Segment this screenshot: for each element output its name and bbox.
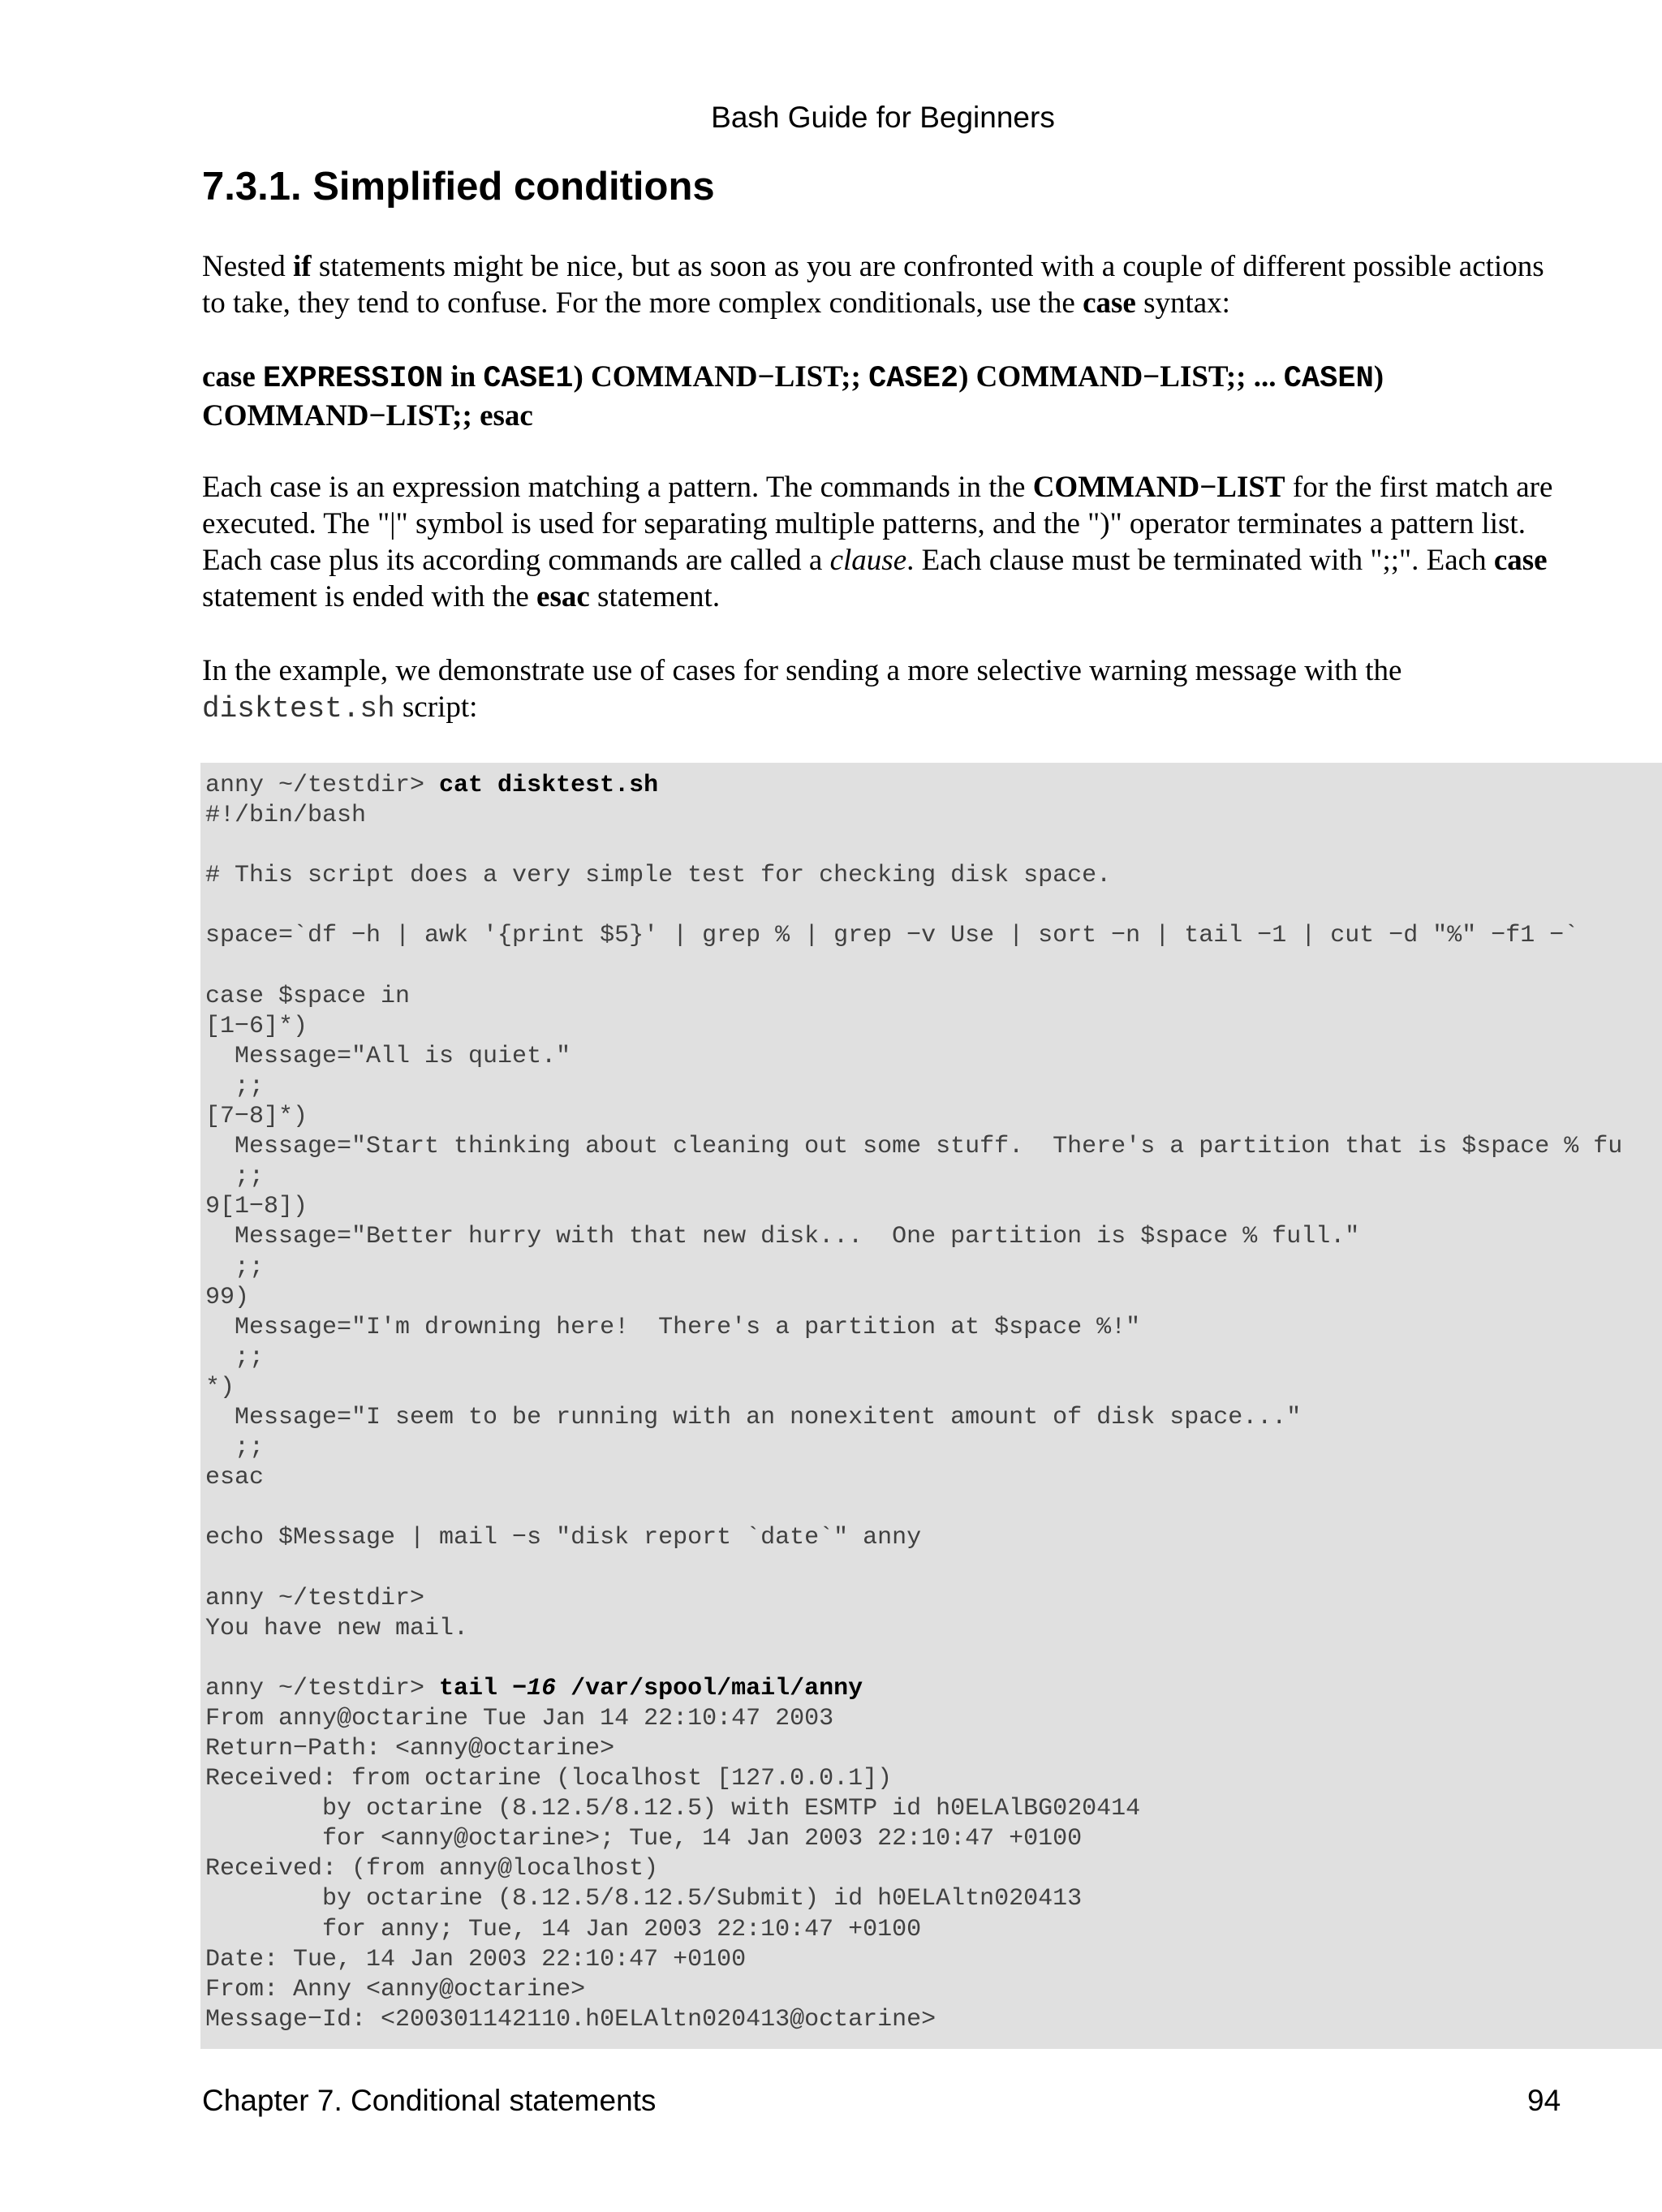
code-text: by octarine (8.12.5/8.12.5/Submit) id h0ELAltn020413	[205, 1885, 1083, 1913]
syntax-case2: CASE2	[868, 362, 959, 396]
code-text: From anny@octarine Tue Jan 14 22:10:47 2003	[205, 1704, 834, 1732]
code-line	[205, 1253, 1662, 1283]
syntax-part: ) COMMAND−LIST;; esac	[202, 360, 1384, 433]
code-text: #!/bin/bash	[205, 802, 367, 830]
code-text: Message="I'm drowning here! There's a partition at $space %!"	[205, 1313, 1141, 1341]
code-line	[205, 1794, 1662, 1824]
code-text: [7−8]*)	[205, 1103, 308, 1131]
code-text: ;;	[205, 1434, 265, 1462]
code-text: anny ~/testdir>	[205, 1584, 425, 1612]
code-text: esac	[205, 1464, 265, 1492]
code-line	[205, 1403, 1662, 1433]
code-text: ;;	[205, 1343, 265, 1371]
code-text: echo $Message | mail −s "disk report `date`" anny	[205, 1524, 922, 1552]
syntax-case1: CASE1	[483, 362, 574, 396]
code-text: Message="All is quiet."	[205, 1042, 571, 1070]
code-text: You have new mail.	[205, 1614, 469, 1642]
code-text: Date: Tue, 14 Jan 2003 22:10:47 +0100	[205, 1945, 747, 1973]
code-line	[205, 1072, 1662, 1102]
code-text: anny ~/testdir>	[205, 772, 440, 799]
code-text: case $space in	[205, 982, 411, 1010]
intro-text-2: statements might be nice, but as soon as you are confronted with a couple of different possible actions to take, they tend to confuse. For the more complex conditionals, use the	[202, 250, 1544, 320]
code-command: tail	[439, 1674, 513, 1702]
code-text: ;;	[205, 1163, 265, 1191]
syntax-part: ) COMMAND−LIST;; ...	[958, 360, 1284, 394]
code-text: ;;	[205, 1253, 265, 1281]
code-text: # This script does a very simple test for checking disk space.	[205, 862, 1112, 890]
code-text: Message="Start thinking about cleaning out some stuff. There's a partition that is $space % fu	[205, 1133, 1623, 1161]
code-line	[205, 1042, 1662, 1072]
code-line	[205, 1584, 1662, 1614]
code-line	[205, 2005, 1662, 2035]
code-line	[205, 1493, 1662, 1523]
code-line	[205, 801, 1662, 831]
explanation-paragraph	[202, 469, 1565, 615]
code-line	[205, 1915, 1662, 1945]
code-text: Received: (from anny@localhost)	[205, 1855, 659, 1883]
code-line	[205, 1313, 1662, 1343]
code-text	[205, 953, 220, 980]
section-title: 7.3.1. Simplified conditions	[202, 165, 715, 209]
code-line	[205, 1012, 1662, 1042]
example-intro-text: In the example, we demonstrate use of cases for sending a more selective warning message with the	[202, 654, 1402, 687]
code-line	[205, 1704, 1662, 1734]
explanation-text: statement.	[589, 580, 721, 613]
intro-text-3: syntax:	[1135, 286, 1230, 320]
footer-chapter: Chapter 7. Conditional statements	[202, 2084, 657, 2117]
code-line	[205, 1614, 1662, 1644]
code-line	[205, 891, 1662, 921]
intro-text-1: Nested	[202, 250, 293, 283]
running-header: Bash Guide for Beginners	[711, 101, 1055, 134]
code-text: ;;	[205, 1072, 265, 1100]
code-text: Return−Path: <anny@octarine>	[205, 1735, 615, 1762]
keyword-esac: esac	[536, 580, 590, 613]
code-line	[205, 1884, 1662, 1914]
keyword-if: if	[293, 250, 312, 283]
code-line	[205, 921, 1662, 951]
case-syntax	[202, 359, 1565, 434]
code-text: anny ~/testdir>	[205, 1674, 440, 1702]
code-text: space=`df −h | awk '{print $5}' | grep % | grep −v Use | sort −n | tail −1 | cut −d "%" −f1 −`	[205, 922, 1579, 950]
explanation-text: for the first match are executed. The "|" symbol is used for separating multiple patterns, and the ")" operator terminates a pattern list. Each case plus its according commands are called a	[202, 471, 1553, 577]
code-line	[205, 1975, 1662, 2005]
script-filename: disktest.sh	[202, 692, 395, 725]
code-line	[205, 1132, 1662, 1162]
syntax-part: in	[443, 360, 484, 394]
code-text	[205, 1645, 220, 1672]
code-line	[205, 982, 1662, 1012]
code-text: From: Anny <anny@octarine>	[205, 1975, 586, 2003]
code-text	[205, 892, 220, 919]
code-line	[205, 1373, 1662, 1403]
code-line	[205, 952, 1662, 982]
code-pre	[200, 763, 1662, 2035]
code-line	[205, 1824, 1662, 1854]
code-line	[205, 1222, 1662, 1252]
syntax-expression: EXPRESSION	[263, 362, 444, 396]
explanation-text: Each case is an expression matching a pattern. The commands in the	[202, 471, 1033, 504]
example-intro-paragraph	[202, 652, 1565, 727]
code-command: cat disktest.sh	[439, 772, 659, 799]
keyword-case: case	[1493, 544, 1548, 577]
explanation-text: . Each clause must be terminated with ";;". Each	[906, 544, 1494, 577]
code-line	[205, 1764, 1662, 1794]
code-text: Message−Id: <200301142110.h0ELAltn020413@octarine>	[205, 2005, 936, 2033]
code-line	[205, 1523, 1662, 1553]
code-text: for anny; Tue, 14 Jan 2003 22:10:47 +0100	[205, 1915, 922, 1943]
code-line	[205, 1674, 1662, 1704]
code-line	[205, 1553, 1662, 1583]
code-text: Message="I seem to be running with an nonexitent amount of disk space..."	[205, 1403, 1302, 1431]
code-command: /var/spool/mail/anny	[556, 1674, 863, 1702]
example-intro-text: script:	[394, 691, 478, 724]
code-text	[205, 832, 220, 859]
term-clause: clause	[829, 544, 907, 577]
explanation-text: statement is ended with the	[202, 580, 537, 613]
code-text: 99)	[205, 1283, 250, 1311]
code-text: for <anny@octarine>; Tue, 14 Jan 2003 22:10:47 +0100	[205, 1825, 1083, 1853]
syntax-part: ) COMMAND−LIST;;	[573, 360, 869, 394]
code-text: 9[1−8])	[205, 1193, 308, 1221]
code-line	[205, 1734, 1662, 1764]
code-line	[205, 771, 1662, 801]
code-line	[205, 1192, 1662, 1222]
keyword-case: case	[1083, 286, 1136, 320]
code-line	[205, 861, 1662, 891]
code-text: Received: from octarine (localhost [127.0.0.1])	[205, 1765, 893, 1793]
code-line	[205, 1283, 1662, 1313]
code-line	[205, 1433, 1662, 1463]
syntax-part: case	[202, 360, 263, 394]
code-text	[205, 1494, 220, 1521]
code-text: [1−6]*)	[205, 1012, 308, 1040]
code-listing	[200, 763, 1662, 2049]
syntax-casen: CASEN	[1283, 362, 1374, 396]
code-line	[205, 1102, 1662, 1132]
code-text: by octarine (8.12.5/8.12.5) with ESMTP id h0ELAlBG020414	[205, 1795, 1141, 1823]
code-line	[205, 1945, 1662, 1975]
code-line	[205, 1162, 1662, 1192]
code-line	[205, 1644, 1662, 1674]
code-text: Message="Better hurry with that new disk... One partition is $space % full."	[205, 1223, 1360, 1251]
code-text: *)	[205, 1373, 235, 1401]
code-line	[205, 1854, 1662, 1884]
footer-page-number: 94	[1527, 2084, 1561, 2117]
code-line	[205, 831, 1662, 861]
code-line	[205, 1343, 1662, 1373]
code-text	[205, 1554, 220, 1582]
intro-paragraph	[202, 248, 1565, 321]
code-command-arg	[512, 1675, 556, 1702]
code-line	[205, 1463, 1662, 1493]
keyword-command-list: COMMAND−LIST	[1032, 471, 1285, 504]
code-command-arg-text: −16	[512, 1674, 557, 1702]
